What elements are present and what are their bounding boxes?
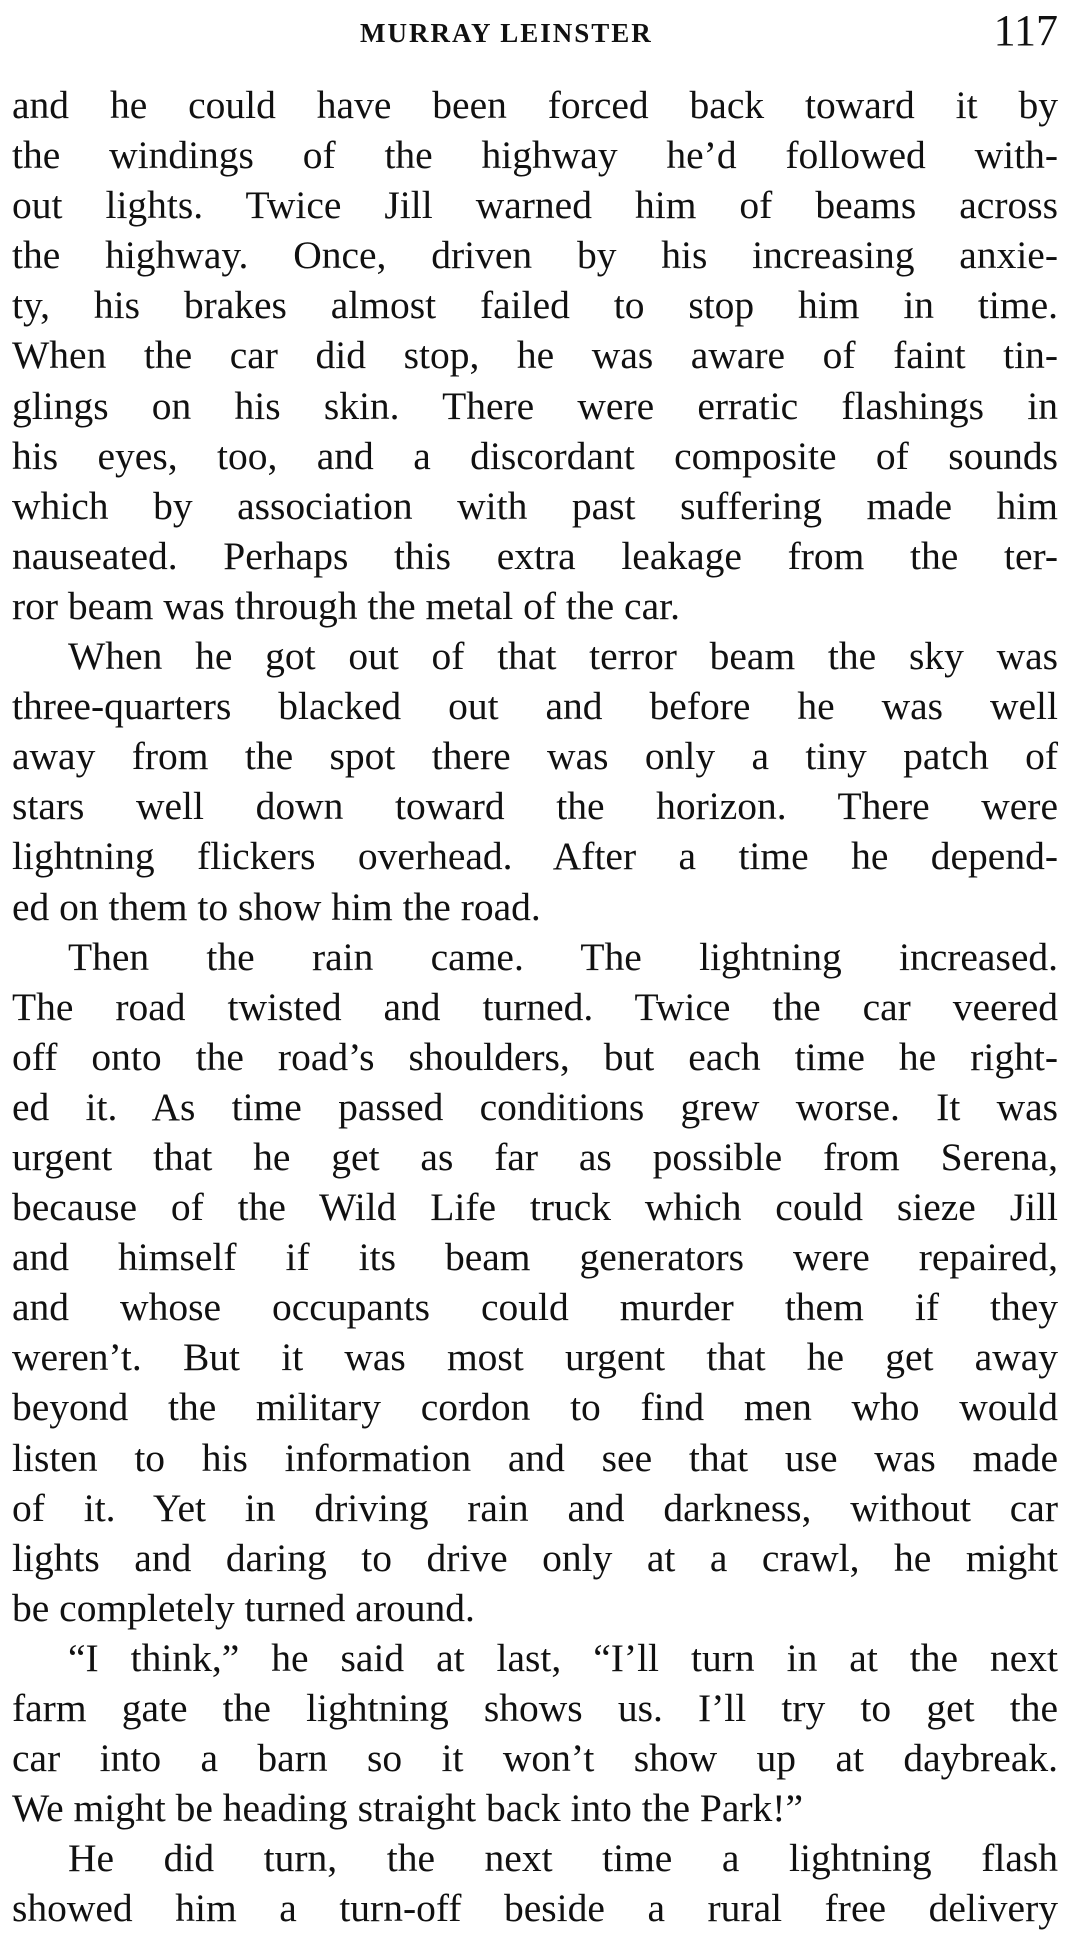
book-page [12, 0, 1058, 1933]
text-line: listen to his information and see that use was made [12, 1435, 1058, 1480]
text-line: He did turn, the next time a lightning flash [68, 1836, 1058, 1881]
text-line: be completely turned around. [12, 1585, 475, 1630]
text-line: The road twisted and turned. Twice the car veered [12, 984, 1058, 1029]
text-line: ed it. As time passed conditions grew worse. It was [12, 1084, 1058, 1129]
text-line: the windings of the highway he’d followed with- [12, 133, 1058, 178]
text-line: out lights. Twice Jill warned him of beams across [12, 183, 1058, 228]
paragraph [12, 1633, 1058, 1833]
text-line: “I think,” he said at last, “I’ll turn in at the next [68, 1635, 1058, 1680]
text-line: ed on them to show him the road. [12, 884, 541, 929]
text-line: ty, his brakes almost failed to stop him in time. [12, 283, 1058, 328]
page-number: 117 [993, 6, 1058, 55]
paragraph [12, 1833, 1058, 1933]
body-text [12, 80, 1058, 1933]
text-line: urgent that he get as far as possible from Serena, [12, 1134, 1058, 1179]
text-line: farm gate the lightning shows us. I’ll try to get the [12, 1686, 1058, 1730]
text-line: ror beam was through the metal of the car. [12, 583, 680, 628]
text-line: the highway. Once, driven by his increasing anxie- [12, 233, 1058, 278]
running-head [12, 0, 1058, 64]
text-line: off onto the road’s shoulders, but each time he right- [12, 1034, 1058, 1079]
text-line: and himself if its beam generators were repaired, [12, 1235, 1058, 1280]
text-line: showed him a turn-off beside a rural free delivery [12, 1886, 1058, 1931]
text-line: of it. Yet in driving rain and darkness, without car [12, 1485, 1058, 1530]
text-line: beyond the military cordon to find men who would [12, 1385, 1058, 1430]
text-line: car into a barn so it won’t show up at daybreak. [12, 1736, 1058, 1781]
text-line: and he could have been forced back toward it by [12, 83, 1058, 127]
paragraph [12, 631, 1058, 932]
text-line: When the car did stop, he was aware of faint tin- [12, 333, 1058, 378]
text-line: nauseated. Perhaps this extra leakage from the ter- [12, 533, 1058, 578]
text-line: lights and daring to drive only at a crawl, he might [12, 1535, 1058, 1580]
paragraph [12, 932, 1058, 1633]
text-line: When he got out of that terror beam the sky was [68, 634, 1058, 679]
text-line: Then the rain came. The lightning increased. [68, 934, 1058, 979]
text-line: glings on his skin. There were erratic flashings in [12, 383, 1058, 428]
text-line: stars well down toward the horizon. There were [12, 784, 1058, 829]
text-line: his eyes, too, and a discordant composite of sounds [12, 433, 1058, 478]
text-line: We might be heading straight back into the Park!” [12, 1786, 803, 1831]
running-head-author: MURRAY LEINSTER [360, 18, 653, 48]
text-line: lightning flickers overhead. After a time he depend- [12, 834, 1058, 879]
paragraph [12, 80, 1058, 631]
text-line: because of the Wild Life truck which could sieze Jill [12, 1185, 1058, 1230]
text-line: which by association with past suffering made him [12, 483, 1058, 528]
text-line: three-quarters blacked out and before he was well [12, 684, 1058, 729]
text-line: weren’t. But it was most urgent that he get away [12, 1335, 1058, 1380]
text-line: and whose occupants could murder them if they [12, 1285, 1058, 1330]
text-line: away from the spot there was only a tiny patch of [12, 734, 1058, 779]
